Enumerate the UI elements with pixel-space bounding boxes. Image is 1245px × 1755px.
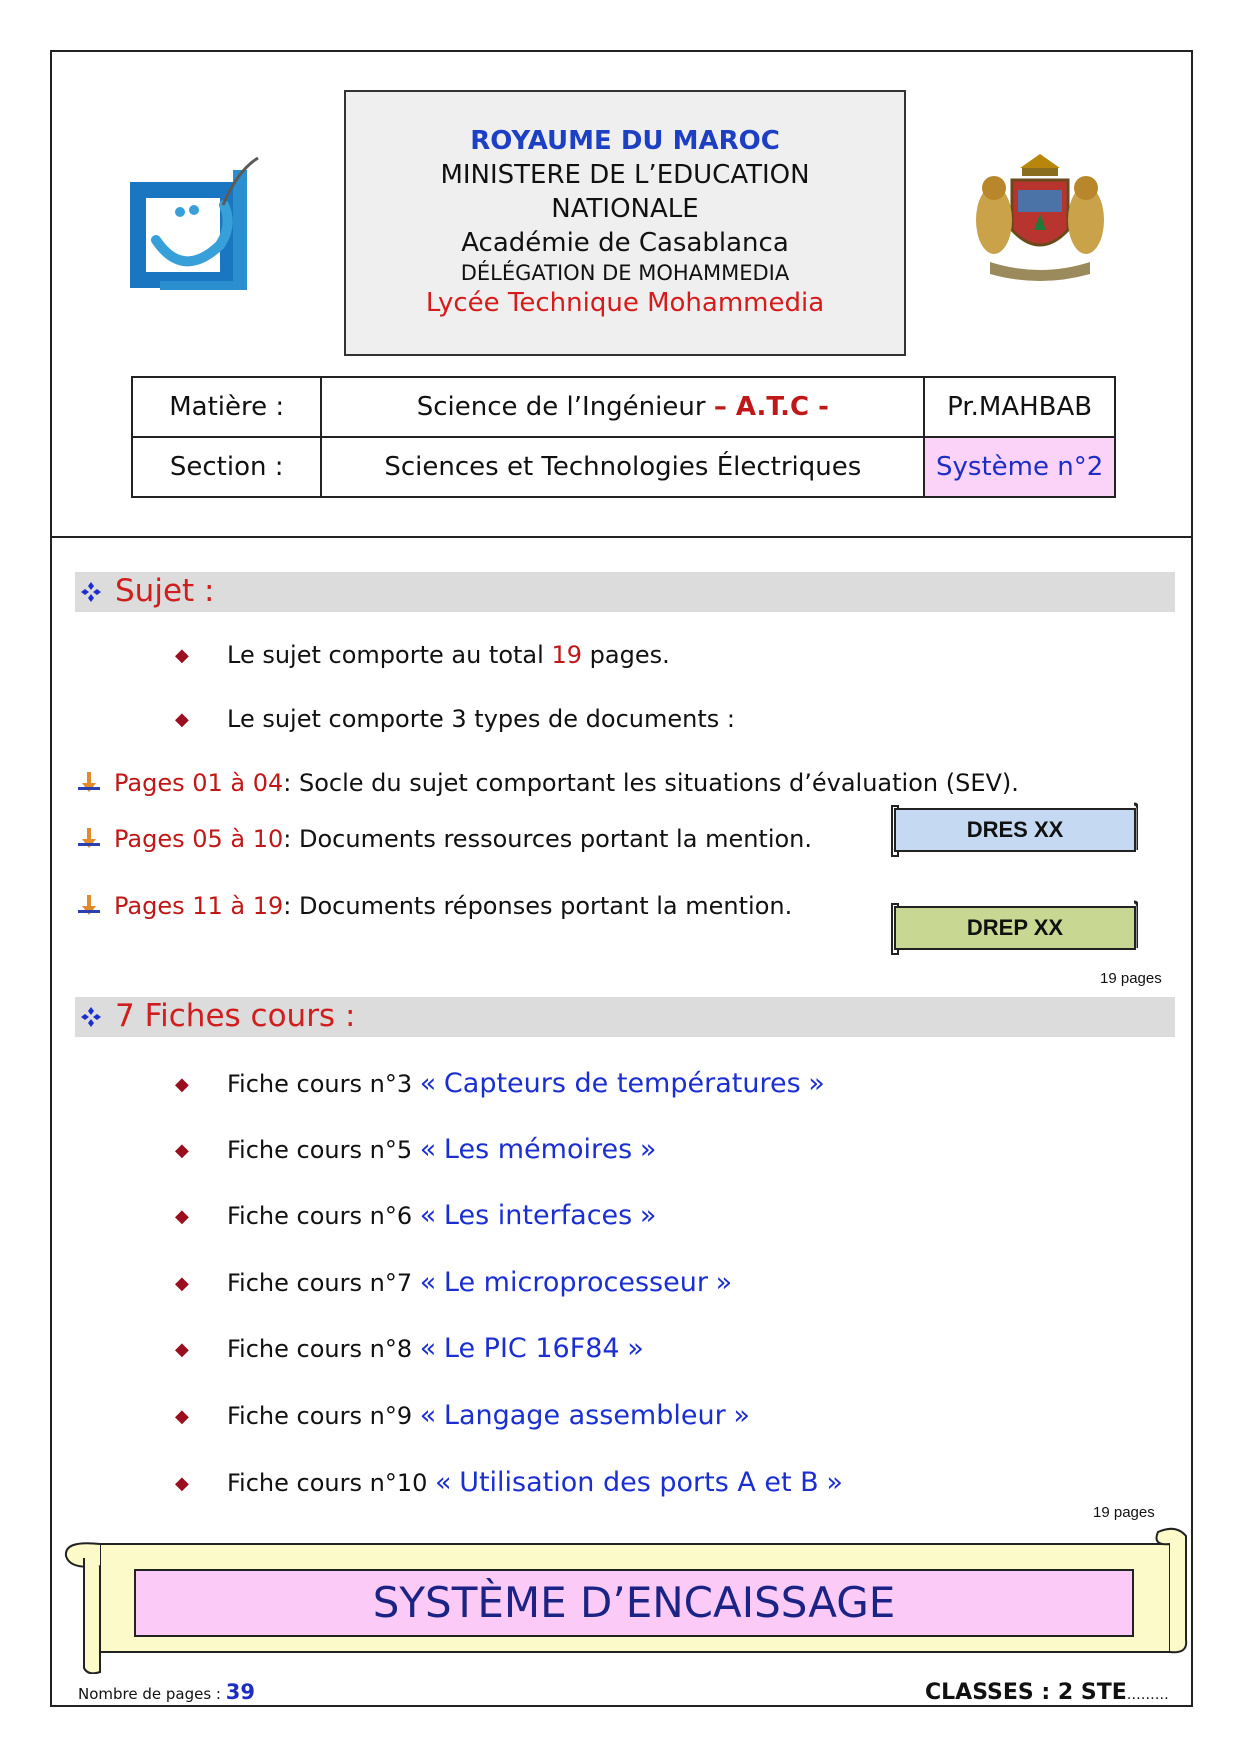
page-count: 39 [225,1680,255,1704]
matiere-atc: – A.T.C - [713,392,829,422]
fiche-topic: Utilisation des ports A et B [459,1467,819,1498]
institution-box [344,90,906,356]
country-name: ROYAUME DU MAROC [470,126,780,156]
info-table [131,376,1116,498]
fiche-item: ◆ Fiche cours n°5 « Les mémoires » [175,1134,657,1165]
diamond-bullet-icon: ◆ [175,1339,189,1360]
systeme-number: Système n°2 [924,437,1115,497]
footer-pages: Nombre de pages : 39 [78,1680,255,1704]
fiche-item: ◆ Fiche cours n°6 « Les interfaces » [175,1200,657,1231]
academy-logo [128,150,268,290]
fiche-item: ◆ Fiche cours n°8 « Le PIC 16F84 » [175,1333,644,1364]
dres-label: DRES XX [894,808,1136,852]
fiche-item: ◆ Fiche cours n°3 « Capteurs de températures » [175,1068,825,1099]
diamond-cluster-icon [79,580,103,604]
document-title: SYSTÈME D’ENCAISSAGE [134,1569,1134,1637]
sujet-line-types: ◆ Le sujet comporte 3 types de documents : [175,705,735,733]
down-arrow-icon [78,894,100,916]
fiche-item: ◆ Fiche cours n°9 « Langage assembleur » [175,1400,750,1431]
ministry-line1: MINISTERE DE L’EDUCATION [440,160,810,190]
diamond-bullet-icon: ◆ [175,1406,189,1427]
academy-name: Académie de Casablanca [461,228,789,258]
sujet-line-total: ◆ Le sujet comporte au total 19 pages. [175,641,670,669]
fiche-topic: Les interfaces [443,1200,633,1231]
pages-range-item: Pages 01 à 04: Socle du sujet comportant les situations d’évaluation (SEV). [78,769,1019,797]
sujet-title: Sujet : [115,573,215,609]
total-pages-number: 19 [551,641,582,669]
fiches-heading [75,997,1175,1037]
fiche-topic: Le PIC 16F84 [443,1333,620,1364]
diamond-bullet-icon: ◆ [175,1273,189,1294]
prof-name: Pr.MAHBAB [924,377,1115,437]
ministry-line2: NATIONALE [551,194,699,224]
drep-label: DREP XX [894,906,1136,950]
delegation-name: DÉLÉGATION DE MOHAMMEDIA [460,261,790,285]
diamond-bullet-icon: ◆ [175,1473,189,1494]
royal-emblem [970,150,1110,290]
fiche-item: ◆ Fiche cours n°7 « Le microprocesseur » [175,1267,733,1298]
pages-note: 19 pages [1100,970,1162,987]
fiche-topic: Les mémoires [443,1134,633,1165]
section-label: Section : [132,437,321,497]
down-arrow-icon [78,771,100,793]
pages-range-item: Pages 11 à 19: Documents réponses portant la mention. [78,892,792,920]
down-arrow-icon [78,827,100,849]
pages-range-item: Pages 05 à 10: Documents ressources portant la mention. [78,825,812,853]
fiche-topic: Capteurs de températures [443,1068,801,1099]
dres-tag [886,800,1138,856]
matiere-value: Science de l’Ingénieur [416,392,706,422]
diamond-bullet-icon: ◆ [175,1074,189,1095]
section-value: Sciences et Technologies Électriques [321,437,924,497]
diamond-cluster-icon [79,1005,103,1029]
info-row-matiere [132,377,1115,437]
footer-classes: CLASSES : 2 STE……… [925,1680,1169,1705]
info-row-section [132,437,1115,497]
pages-note: 19 pages [1093,1504,1155,1521]
header-divider [50,536,1193,538]
matiere-value-cell [321,377,924,437]
drep-tag [886,898,1138,954]
sujet-heading [75,572,1175,612]
fiche-topic: Le microprocesseur [443,1267,708,1298]
matiere-label: Matière : [132,377,321,437]
fiches-title: 7 Fiches cours : [115,998,356,1034]
fiche-item: ◆ Fiche cours n°10 « Utilisation des ports A et B » [175,1467,843,1498]
diamond-bullet-icon: ◆ [175,1206,189,1227]
fiche-topic: Langage assembleur [443,1400,726,1431]
diamond-bullet-icon: ◆ [175,645,189,666]
diamond-bullet-icon: ◆ [175,709,189,730]
lycee-name: Lycée Technique Mohammedia [425,288,825,318]
diamond-bullet-icon: ◆ [175,1140,189,1161]
